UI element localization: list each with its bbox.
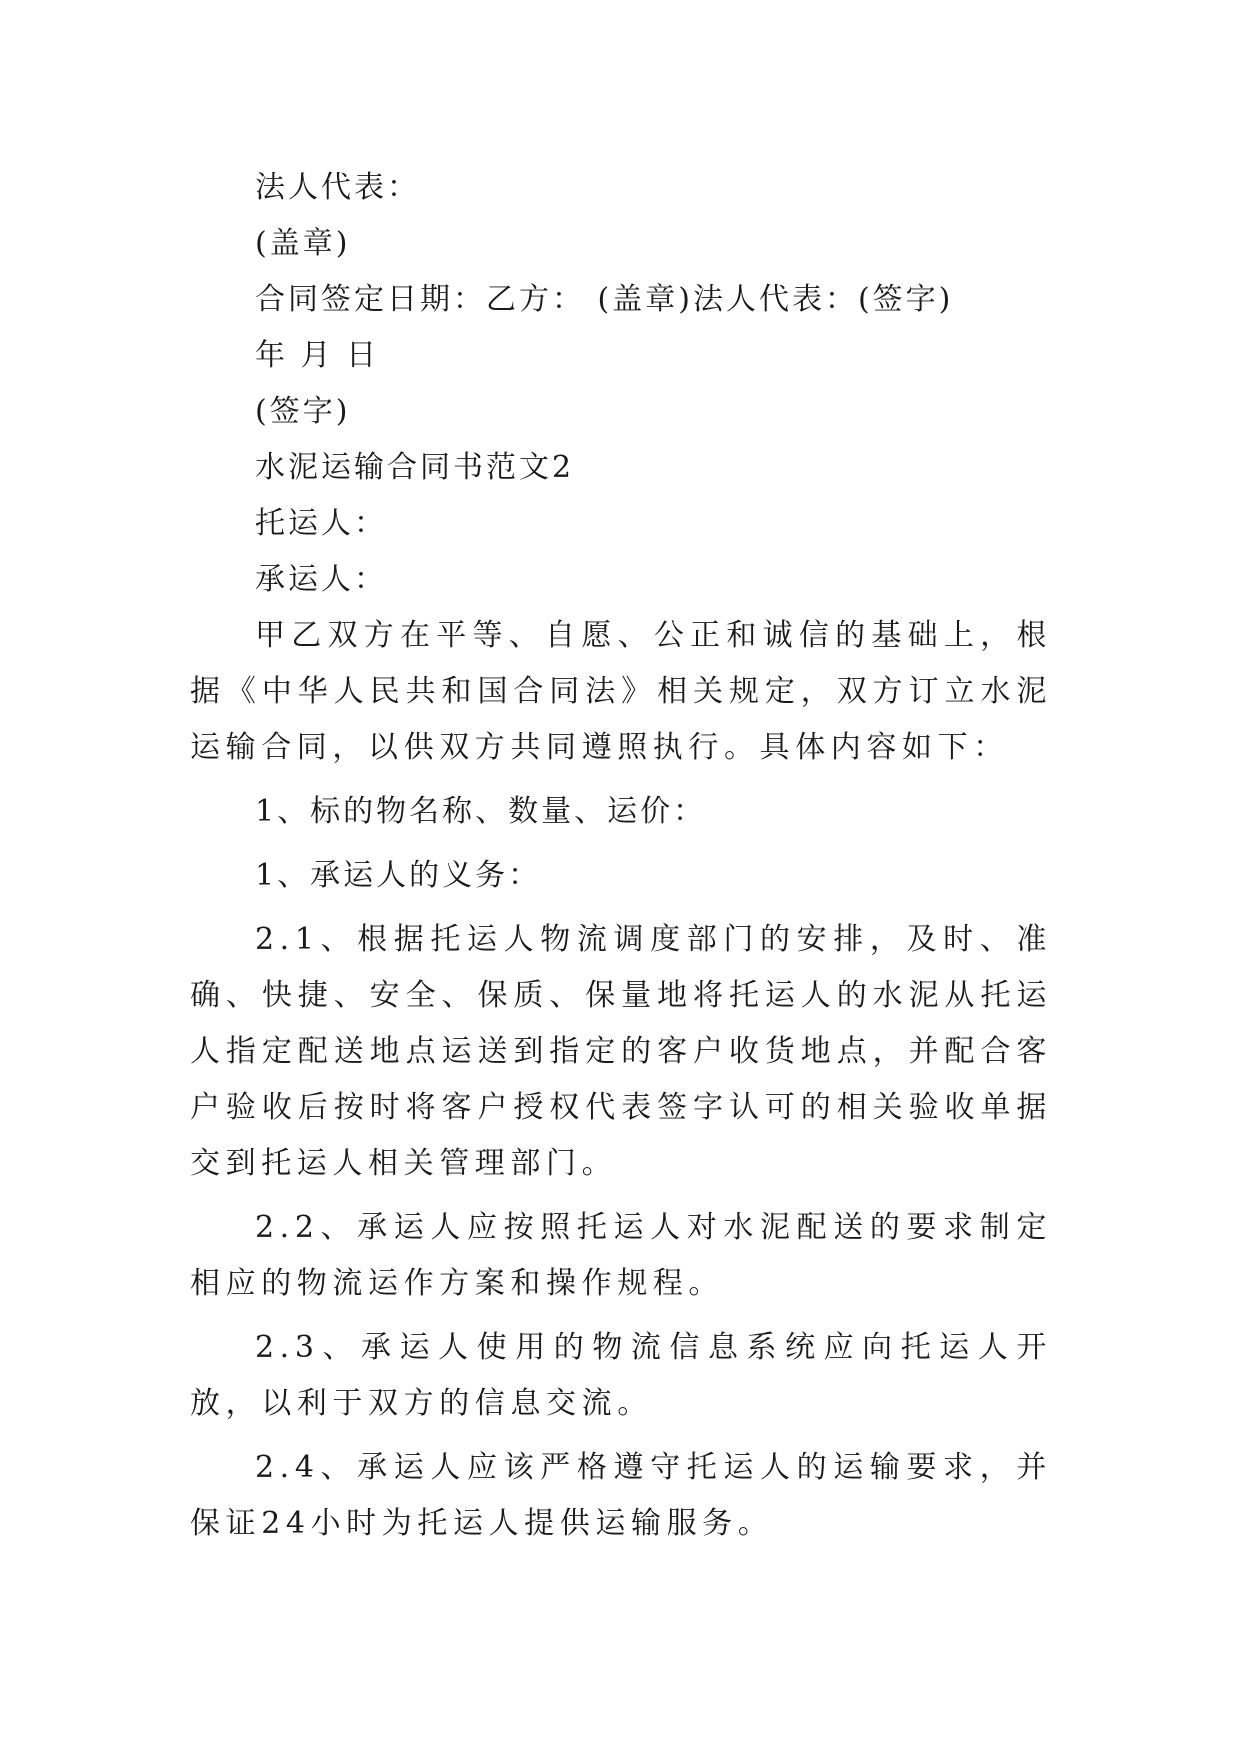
carrier-label: 承运人： [255,562,387,597]
signature-note: (签字) [255,394,351,429]
date-placeholder: 年 月 日 [255,338,380,373]
clause-1-carrier-duties: 1、承运人的义务： [255,858,542,893]
clause-2-2: 2.2、承运人应按照托运人对水泥配送的要求制定相应的物流运作方案和操作规程。 [190,1210,1052,1301]
section-title: 水泥运输合同书范文2 [255,450,575,485]
legal-representative-label: 法人代表： [255,170,420,205]
document-body [190,160,1052,1560]
seal-note: (盖章) [255,226,351,261]
shipper-label: 托运人： [255,506,387,541]
clause-2-1: 2.1、根据托运人物流调度部门的安排，及时、准确、快捷、安全、保质、保量地将托运人的水泥从托运人指定配送地点运送到指定的客户收货地点，并配合客户验收后按时将客户授权代表签字认可的相关验收单据交到托运人相关管理部门。 [190,922,1052,1181]
clause-2-4: 2.4、承运人应该严格遵守托运人的运输要求，并保证24小时为托运人提供运输服务。 [190,1450,1052,1541]
clause-2-3: 2.3、承运人使用的物流信息系统应向托运人开放，以利于双方的信息交流。 [190,1330,1052,1421]
intro-paragraph: 甲乙双方在平等、自愿、公正和诚信的基础上，根据《中华人民共和国合同法》相关规定，双方订立水泥运输合同，以供双方共同遵照执行。具体内容如下： [190,618,1052,765]
signing-date-line: 合同签定日期：乙方： (盖章)法人代表：(签字) [255,282,954,317]
clause-1-subject: 1、标的物名称、数量、运价： [255,794,707,829]
